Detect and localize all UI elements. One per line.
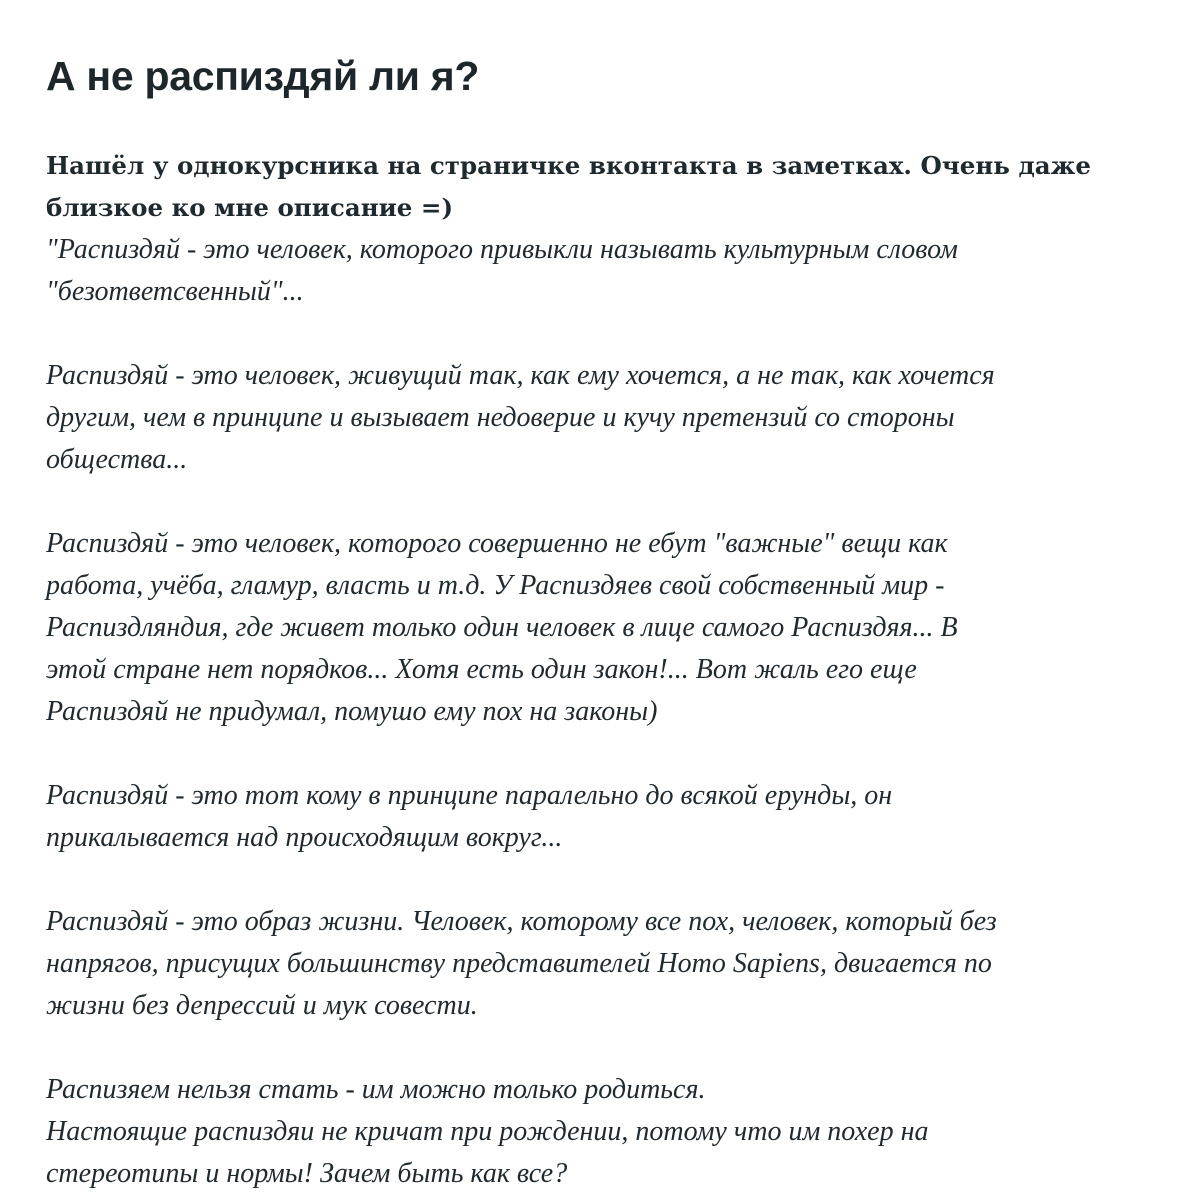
text-line: Нашёл у однокурсника на страничке вконтакта в заметках. Очень даже (46, 151, 1091, 180)
text-line: Распизяем нельзя стать - им можно только родиться. (46, 1074, 706, 1105)
text-line: прикалывается над происходящим вокруг... (46, 822, 563, 853)
text-line: "Распиздяй - это человек, которого привыкли называть культурным словом (46, 234, 958, 265)
text-line: Распиздляндия, где живет только один человек в лице самого Распиздяя... В (46, 612, 958, 643)
article-body (46, 145, 1185, 1195)
text-line: "безответсвенный"... (46, 276, 304, 307)
text-line: Настоящие распиздяи не кричат при рождении, потому что им похер на (46, 1116, 929, 1147)
text-line: жизни без депрессий и мук совести. (46, 990, 478, 1021)
text-line: Распиздяй - это человек, живущий так, как ему хочется, а не так, как хочется (46, 360, 995, 391)
text-line: работа, учёба, гламур, власть и т.д. У Распиздяев свой собственный мир - (46, 570, 945, 601)
text-line: Распиздяй - это человек, которого совершенно не ебут "важные" вещи как (46, 528, 948, 559)
page-title: А не распиздяй ли я? (46, 53, 480, 99)
paragraph (46, 355, 1185, 481)
paragraph (46, 1069, 1185, 1195)
paragraph (46, 523, 1185, 733)
text-line: напрягов, присущих большинству представителей Homo Sapiens, двигается по (46, 948, 992, 979)
text-line: Распиздяй не придумал, помушо ему пох на законы) (46, 696, 658, 727)
intro-paragraph (46, 145, 1185, 229)
paragraph (46, 775, 1185, 859)
text-line: Распиздяй - это тот кому в принципе паралельно до всякой ерунды, он (46, 780, 893, 811)
text-line: близкое ко мне описание =) (46, 193, 454, 222)
text-line: общества... (46, 444, 188, 475)
text-line: Распиздяй - это образ жизни. Человек, которому все пох, человек, который без (46, 906, 997, 937)
paragraph (46, 901, 1185, 1027)
text-line: этой стране нет порядков... Хотя есть один закон!... Вот жаль его еще (46, 654, 917, 685)
paragraph (46, 229, 1185, 313)
text-line: стереотипы и нормы! Зачем быть как все? (46, 1158, 568, 1189)
text-line: другим, чем в принципе и вызывает недоверие и кучу претензий со стороны (46, 402, 955, 433)
